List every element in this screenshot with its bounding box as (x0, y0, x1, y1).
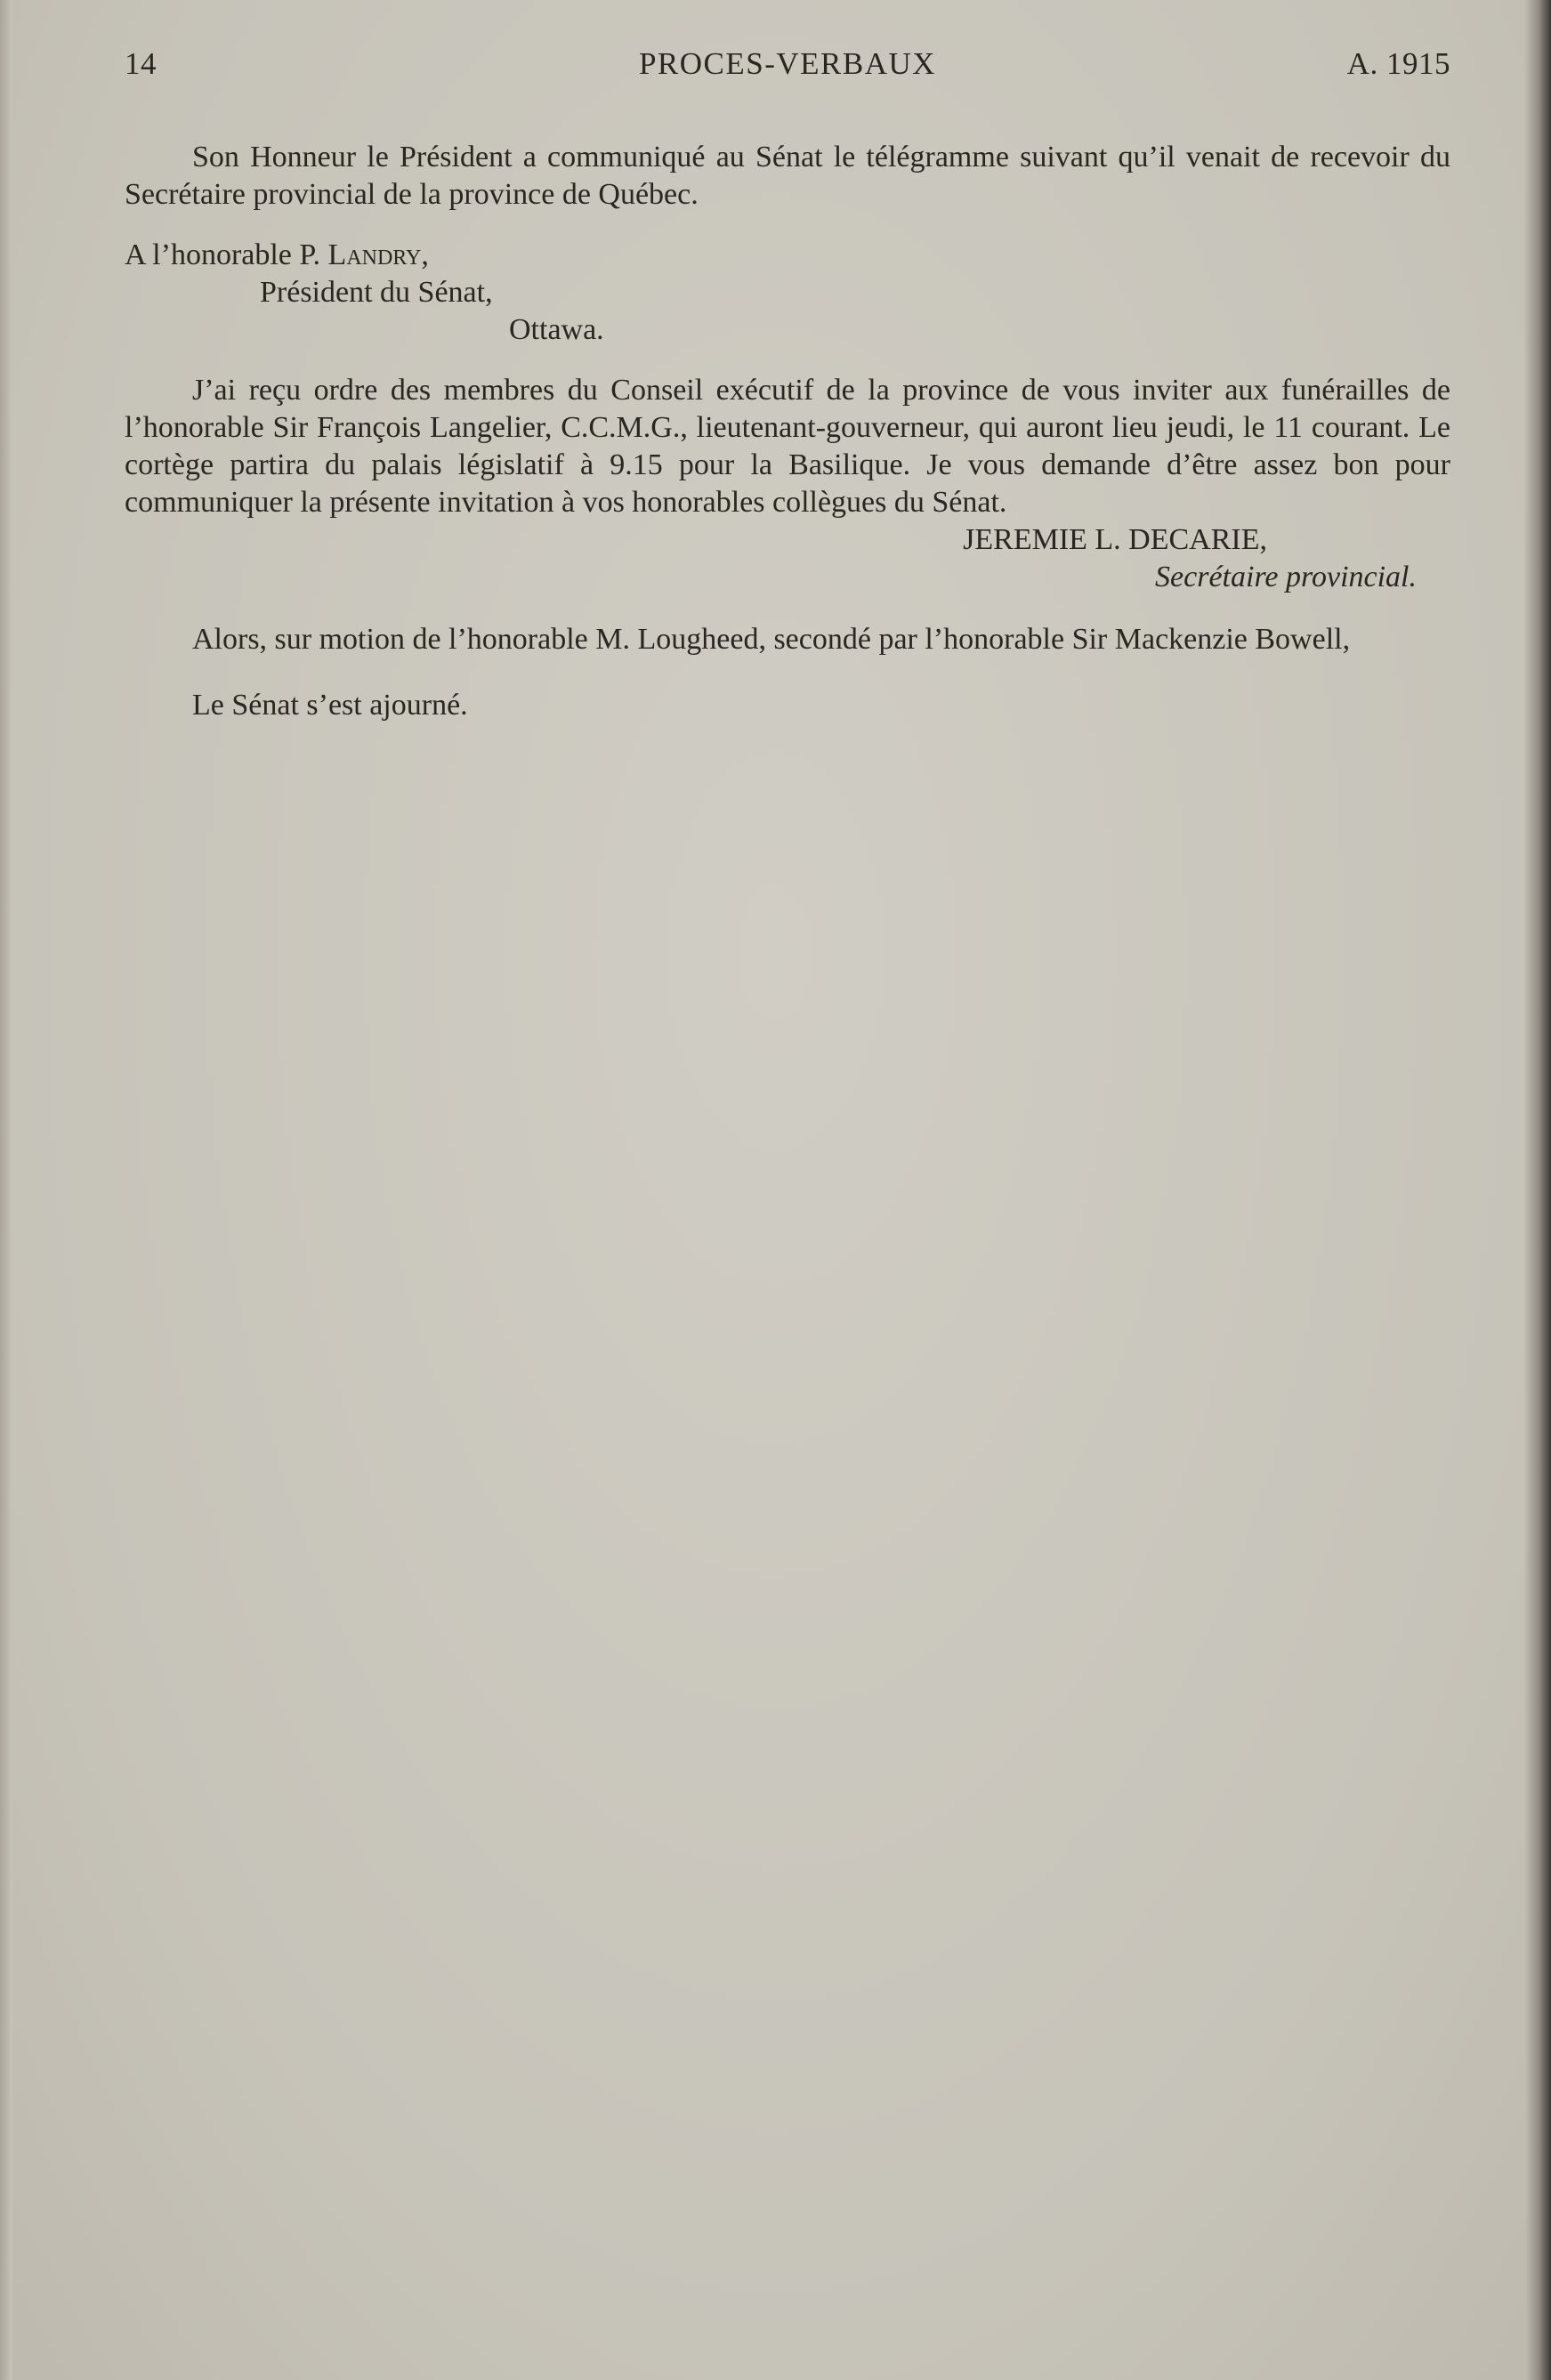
telegram-paragraph: J’ai reçu ordre des membres du Conseil exécutif de la province de vous inviter aux funérailles de l’honorable Sir François Langelier, C.C.M.G., lieutenant-gouverneur, qui auront lieu jeudi, le 11 courant. Le cortège partira du palais législatif à 9.15 pour la Basilique. Je vous demande d’être assez bon pour communiquer la présente invitation à vos honorables collègues du Sénat. (125, 374, 1450, 519)
page-title: PROCES-VERBAUX (638, 46, 937, 81)
address-name: Landry (327, 238, 422, 271)
intro-paragraph: Son Honneur le Président a communiqué au Sénat le télégramme suivant qu’il venait de recevoir du Secrétaire provincial de la province de Québec. (125, 141, 1450, 211)
running-header (125, 46, 1450, 91)
page-spine-shadow (0, 0, 12, 2380)
address-line-2: Président du Sénat, (260, 276, 493, 309)
address-prefix: A l’honorable P. (125, 238, 328, 271)
address-suffix: , (421, 238, 429, 271)
document-body (125, 139, 1450, 724)
signature-name: JEREMIE L. DECARIE, (963, 523, 1267, 556)
address-line-1 (125, 237, 1450, 274)
signature-title: Secrétaire provincial. (1155, 561, 1417, 593)
adjournment-line: Le Sénat s’est ajourné. (192, 689, 468, 722)
motion-paragraph: Alors, sur motion de l’honorable M. Lougheed, secondé par l’honorable Sir Mackenzie Bowell, (192, 623, 1351, 656)
page-number: 14 (125, 46, 157, 81)
address-line-3: Ottawa. (509, 313, 604, 346)
page-year: A. 1915 (1346, 46, 1450, 81)
page-edge-shadow (1524, 0, 1551, 2380)
